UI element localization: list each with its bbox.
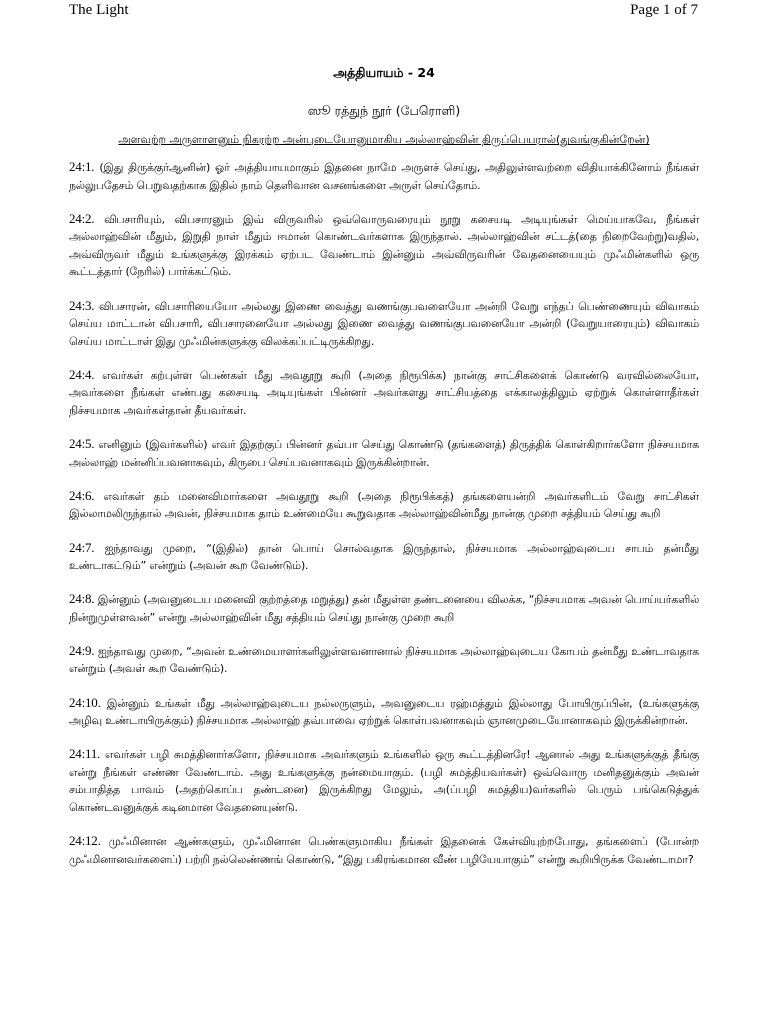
page-indicator: Page 1 of 7 (630, 2, 698, 18)
verse-text: எவர்கள் பழி சுமத்தினார்களோ, நிச்சயமாக அவர்களும் உங்களில் ஒரு கூட்டத்தினரே! ஆனால் அது உங்களுக்குத் தீங்கு என்று நீங்கள் எண்ண வேண்டாம். அது உங்களுக்கு நன்மையாகும். (பழி சுமத்தியவர்கள்) ஒவ்வொரு மனிதனுக்கும் அவன் சம்பாதித்த பாவம் (அதற்கொப்ப தண்டனை) இருக்கிறது மேலும், அ(ப்பழி சுமத்திய)வர்களில் பெரும் பங்கெடுத்துக் கொண்டவனுக்குக் கடினமான வேதனையுண்டு. (69, 748, 699, 815)
verse-text: இன்னும் உங்கள் மீது அல்லாஹ்வுடைய நல்லருளும், அவனுடைய ரஹ்மத்தும் இல்லாது போயிருப்பின், (உங்களுக்கு அழிவு உண்டாயிருக்கும்) நிச்சயமாக அல்லாஹ் தவ்பாவை ஏற்றுக் கொள்பவனாகவும் ஞானமுடையோனாகவும் இருக்கின்றான். (69, 696, 700, 728)
verse-number: 24:6. (69, 487, 95, 503)
verse (69, 694, 699, 730)
verse (69, 210, 699, 281)
verse-text: விபசாரன், விபசாரியையோ அல்லது இணை வைத்து வணங்குபவளையோ அன்றி வேறு எந்தப் பெண்ணையும் விவாகம் செய்ய மாட்டான் விபசாரி, விபசாரனையோ அல்லது இணை வைத்து வணங்குபவனையோ அன்றி (வேறுயாரையும்) விவாகம் செய்ய மாட்டாள் இது முஃமின்களுக்கு விலக்கப்பட்டிருக்கிறது. (69, 299, 699, 348)
chapter-title: அத்தியாயம் - 24 (333, 65, 435, 80)
basmala-line: அளவற்ற அருளாளனும் நிகரற்ற அன்புடையோனுமாகிய அல்லாஹ்வின் திருப்பெயரால்(துவங்குகின்றேன்) (118, 133, 650, 146)
verse-text: முஃமினான ஆண்களும், முஃமினான பெண்களுமாகிய நீங்கள் இதனைக் கேள்வியுற்றபோது, தங்களைப் (போன்ற முஃமினானவர்களைப்) பற்றி நல்லெண்ணங் கொண்டு, “இது பகிரங்கமான வீண் பழியேயாகும்” என்று கூறியிருக்க வேண்டாமா? (69, 835, 699, 866)
verse-text: இன்னும் (அவனுடைய மனைவி குற்றத்தை மறுத்து) தன் மீதுள்ள தண்டனையை விலக்க, “நிச்சயமாக அவன் பொய்யர்களில் நின்றுமுள்ளவன்” என்று அல்லாஹ்வின் மீது சத்தியம் செய்து நான்கு முறை கூறி (69, 593, 699, 624)
verse-text: எவர்கள் தம் மனைவிமார்களை அவதூறு கூறி (அதை நிரூபிக்கத்) தங்களையன்றி அவர்களிடம் வேறு சாட்சிகள் இல்லாமலிருந்தால் அவன், நிச்சயமாக தாம் உண்மையே கூறுவதாக அல்லாஹ்வின்மீது நான்கு முறை சத்தியம் செய்து கூறி (69, 489, 700, 521)
verse-number: 24:7. (69, 539, 95, 555)
verse-text: ஐந்தாவது முறை, “(இதில்) தான் பொய் சொல்வதாக இருந்தால், நிச்சயமாக அல்லாஹ்வுடைய சாபம் தன்மீது உண்டாகட்டும்” என்றும் (அவன் கூற வேண்டும்). (69, 541, 700, 573)
verse (69, 590, 699, 626)
verse-number: 24:4. (69, 366, 95, 382)
verse-number: 24:9. (69, 642, 95, 658)
verse (69, 158, 699, 194)
verse (69, 539, 699, 575)
verse-text: எவர்கள் கற்புள்ள பெண்கள் மீது அவதூறு கூறி (அதை நிரூபிக்க) நான்கு சாட்சிகளைக் கொண்டு வரவில்லையோ, அவர்களை நீங்கள் எண்பது கசையடி அடியுங்கள் பின்னர் அவர்களது சாட்சியத்தை எக்காலத்திலும் ஏற்றுக் கொள்ளாதீர்கள் நிச்சயமாக அவர்கள்தான் தீயவர்கள். (69, 368, 699, 418)
verse (69, 642, 699, 678)
verse-text: ஐந்தாவது முறை, “அவன் உண்மையாளர்களிலுள்ளவனானால் நிச்சயமாக அல்லாஹ்வுடைய கோபம் தன்மீது உண்டாவதாக என்றும் (அவள் கூற வேண்டும்). (69, 644, 700, 676)
verse-text: விபசாரியும், விபசாரனும் இவ் விருவரில் ஒவ்வொருவரையும் நூறு கசையடி அடியுங்கள் மெய்யாகவே, நீங்கள் அல்லாஹ்வின் மீதும், இறுதி நாள் மீதும் ஈமான் கொண்டவர்களாக இருந்தால். அல்லாஹ்வின் சட்டத்(தை நிறைவேற்று)வதில், அவ்விருவர் மீதும் உங்களுக்கு இரக்கம் ஏற்பட வேண்டாம் இன்னும் அவ்விருவரின் வேதனையையும் முஃமின்களில் ஒரு கூட்டத்தார் (நேரில்) பார்க்கட்டும். (69, 212, 699, 279)
verse-number: 24:2. (69, 210, 95, 226)
verse-number: 24:8. (69, 591, 95, 607)
verse-number: 24:3. (69, 297, 95, 313)
verse-text: (இது திருக்குர்ஆனின்) ஓர் அத்தியாயமாகும் இதனை நாமே அருளச் செய்து, அதிலுள்ளவற்றை விதியாக்கினோம் நீங்கள் நல்லுபதேசம் பெறுவதற்காக இதில் நாம் தெளிவான வசனங்களை அருள் செய்தோம். (69, 161, 700, 192)
verse (69, 435, 699, 471)
header-title: The Light (69, 2, 129, 18)
verse-number: 24:5. (69, 436, 95, 452)
verse-number: 24:11. (69, 746, 101, 762)
verse (69, 487, 699, 523)
document-body (69, 64, 699, 884)
verse (69, 832, 699, 868)
verse-number: 24:10. (69, 694, 101, 710)
verse-number: 24:1. (69, 159, 95, 174)
verse (69, 745, 699, 816)
verse (69, 366, 699, 420)
verse-number: 24:12. (69, 833, 101, 849)
verse (69, 297, 699, 351)
verse-text: எனினும் (இவர்களில்) எவர் இதற்குப் பின்னர் தவ்பா செய்து கொண்டு (தங்களைத்) திருத்திக் கொள்கிறார்களோ நிச்சயமாக அல்லாஹ் மன்னிப்பவனாகவும், கிருபை செய்பவனாகவும் இருக்கின்றான். (69, 438, 700, 469)
chapter-subtitle: ஸூ ரத்துந் நூர் (பேரொளி) (307, 103, 461, 118)
